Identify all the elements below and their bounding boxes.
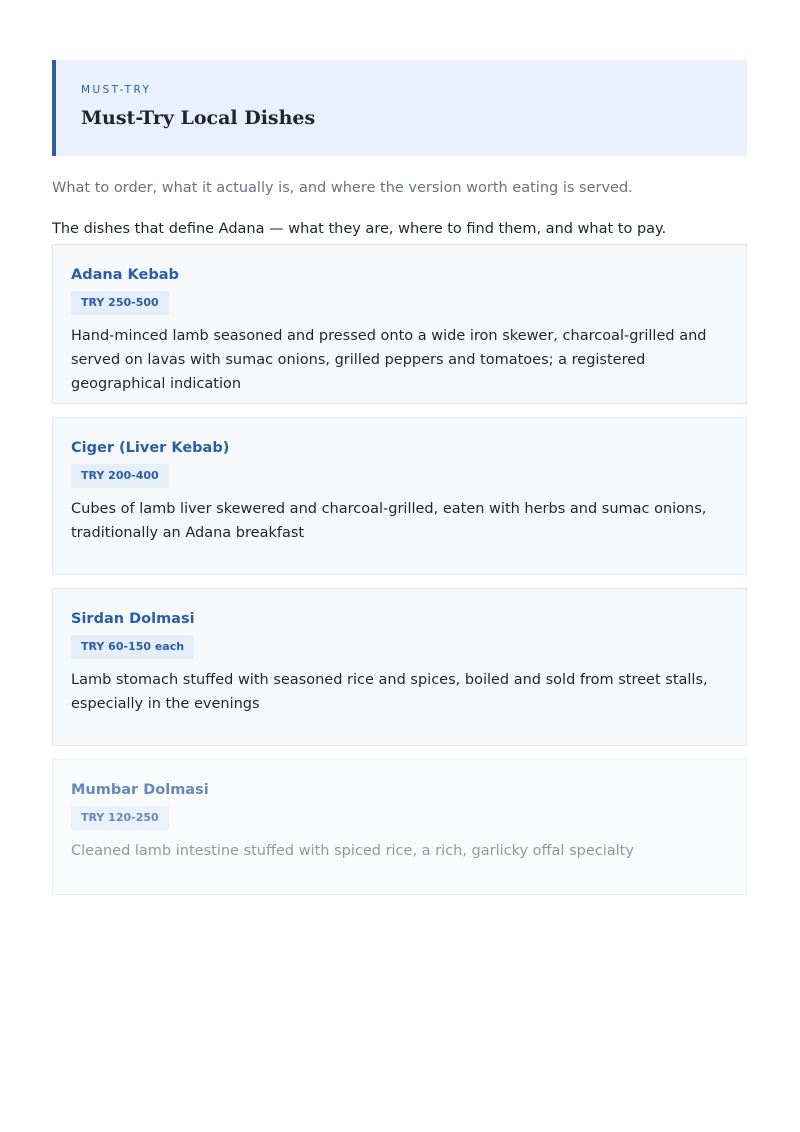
price-badge: TRY 200-400 xyxy=(71,464,169,488)
dish-card-ciger xyxy=(52,417,747,575)
price-badge: TRY 250-500 xyxy=(71,291,169,315)
dish-card-mumbar-dolmasi xyxy=(52,759,747,895)
section-kicker: MUST-TRY xyxy=(81,84,152,96)
dish-card-sirdan-dolmasi xyxy=(52,588,747,746)
dish-description: Cubes of lamb liver skewered and charcoal-grilled, eaten with herbs and sumac onions, traditionally an Adana breakfast xyxy=(71,501,707,541)
dish-name: Adana Kebab xyxy=(71,267,179,283)
dish-name: Sirdan Dolmasi xyxy=(71,611,195,627)
page-content xyxy=(52,60,747,908)
section-lede: What to order, what it actually is, and where the version worth eating is served. xyxy=(52,180,633,196)
dish-name: Mumbar Dolmasi xyxy=(71,782,209,798)
price-badge: TRY 120-250 xyxy=(71,806,169,830)
page-title: Must-Try Local Dishes xyxy=(81,107,316,129)
dish-description: Lamb stomach stuffed with seasoned rice and spices, boiled and sold from street stalls, especially in the evenings xyxy=(71,672,708,712)
dish-description: Cleaned lamb intestine stuffed with spiced rice, a rich, garlicky offal specialty xyxy=(71,843,634,859)
price-badge: TRY 60-150 each xyxy=(71,635,194,659)
dish-description: Hand-minced lamb seasoned and pressed onto a wide iron skewer, charcoal-grilled and served on lavas with sumac onions, grilled peppers and tomatoes; a registered geographical indication xyxy=(71,328,707,392)
section-intro: The dishes that define Adana — what they are, where to find them, and what to pay. xyxy=(52,221,667,237)
dish-card-adana-kebab xyxy=(52,244,747,404)
dish-name: Ciger (Liver Kebab) xyxy=(71,440,230,456)
dish-list xyxy=(52,244,747,895)
section-header xyxy=(52,60,747,156)
